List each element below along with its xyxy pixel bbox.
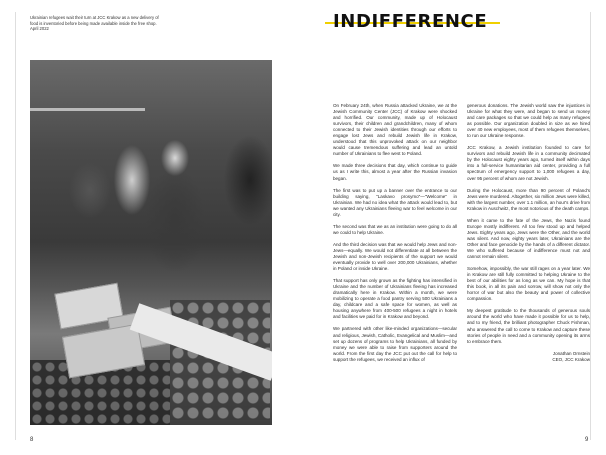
- paragraph: That support has only grown as the fighting has intensified in Ukraine and the number of Ukrainians fleeing has increased dramatically here in Krakow. Within a month, we were mobilizing to operate a food pantry serving 500 Ukrainians a day, childcare and a safe space for women, as well as housing anywhere from 400-500 refugees a night in hotels and facilities we paid for in Krakow and beyond.: [333, 278, 457, 320]
- paragraph: JCC Krakow, a Jewish institution founded to care for survivors and rebuild Jewish life in a community decimated by the Holocaust eighty years ago, turned itself within days into a full-service humanitarian aid center, providing a full spectrum of emergency support to 1,000 refugees a day, over 95 percent of whom are not Jewish.: [467, 145, 590, 181]
- photo-caption: Ukrainian refugees wait their turn at JCC Krakow as a new delivery of food is inventoried before being made available inside the free shop. April 2022: [30, 15, 159, 32]
- paragraph: Somehow, impossibly, the war still rages on a year later. We in Krakow are still fully committed to helping Ukraine to the best of our abilities for as long as we can. My hope is that this book, in all its pain and sorrow, will show not only the horror of war but also the beauty and power of collective compassion.: [467, 266, 590, 302]
- page-number-right: 9: [585, 437, 589, 443]
- paragraph: On February 24th, when Russia attacked Ukraine, we at the Jewish Community Center (JCC) of Krakow were shocked and horrified. Our community, made up of Holocaust survivors, their children and grandchildren, many of whom connected to their Jewish identities through our efforts to engage lost Jews and rebuild Jewish life in Krakow, understood that this unprovoked attack on our neighbor would cause tremendous suffering and lead an untold number of Ukrainians to flee west to Poland.: [333, 103, 457, 157]
- paragraph: generous donations. The Jewish world saw the injustices in Ukraine for what they were, and began to send us money and care packages so that we could help as many refugees as possible. Our organization doubled in size as we hired over 40 new employees, most of them refugees themselves, to run our Ukraine response.: [467, 103, 590, 139]
- signature-role: CEO, JCC Krakow: [552, 356, 590, 362]
- page-number-left: 8: [30, 437, 34, 443]
- text-column-left: [333, 103, 457, 369]
- photo-rail: [30, 108, 145, 111]
- paragraph: My deepest gratitude to the thousands of generous souls around the world who have made it possible for us to help, and to my friend, the brilliant photographer Chuck Fishman, who answered the call to come to Krakow and capture these stories of people in need and a community opening its arms to embrace them.: [467, 308, 590, 344]
- paragraph: When it came to the fate of the Jews, the Nazis found Europe mostly indifferent. All too few stood up and helped Jews. Eighty years ago, Jews were the Other, and the world was silent. And now, eighty years later, Ukrainians are the Other and face genocide by the hands of a different dictator. We who suffered because of indifference must not and cannot remain silent.: [467, 217, 590, 260]
- page-title: INDIFFERENCE: [333, 11, 488, 32]
- left-page-edge: [15, 12, 16, 440]
- signature-name: Jonathan Ornstein: [552, 350, 590, 356]
- paragraph: The first was to put up a banner over the entrance to our building saying, "Laskavo prosymo"—"Welcome" in Ukrainian. We had no idea what the attack would lead to, but we wanted any Ukrainians fleeing war to feel welcome in our city.: [333, 187, 457, 217]
- paragraph: The second was that we as an institution were going to do all we could to help Ukraine.: [333, 223, 457, 235]
- signature: [467, 351, 590, 363]
- paragraph: We made three decisions that day, which continue to guide us as I write this, almost a year after the Russian invasion began.: [333, 163, 457, 181]
- refugees-photo: [30, 60, 272, 425]
- text-column-right: [467, 103, 590, 363]
- paragraph: And the third decision was that we would help Jews and non-Jews—equally. We would not differentiate at all between the Jewish and non-Jewish recipients of the support we would eventually provide to well over 200,000 Ukrainians, whether in Poland or inside Ukraine.: [333, 241, 457, 272]
- paragraph: We partnered with other like-minded organizations—secular and religious, Jewish, Catholic, Evangelical and Muslim—and set up dozens of programs to help Ukrainians, all funded by money we were able to raise from supporters around the world. From the first day the JCC put out the call for help to support the refugees, we received an influx of: [333, 326, 457, 362]
- paragraph: During the Holocaust, more than 90 percent of Poland's Jews were murdered. Altogether, six million Jews were killed, with the largest number, over 1.1 million, an hour's drive from Krakow in Auschwitz, the most notorious of the death camps.: [467, 187, 590, 211]
- right-page-edge: [590, 12, 591, 440]
